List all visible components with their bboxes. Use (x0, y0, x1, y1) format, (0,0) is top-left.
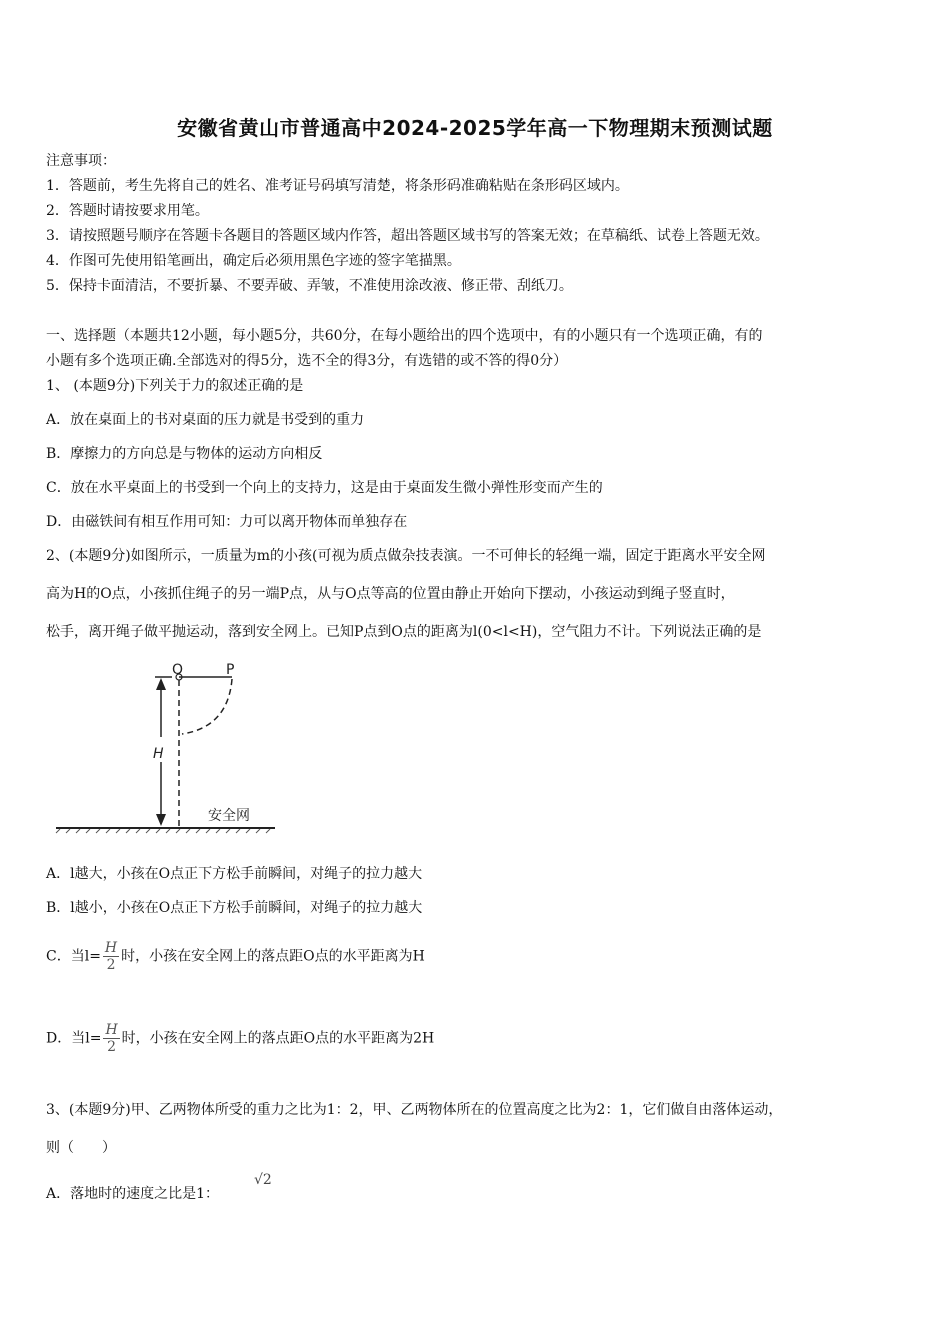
p-label: P (226, 662, 235, 678)
page-title: 安徽省黄山市普通高中2024-2025学年高一下物理期末预测试题 (177, 116, 773, 140)
notice-heading: 注意事项： (46, 153, 116, 169)
o-label: O (172, 662, 184, 678)
q3-option-a: A．落地时的速度之比是1： (46, 1186, 220, 1202)
q1-stem: 1、 (本题9分)下列关于力的叙述正确的是 (46, 378, 304, 394)
q3-stem: 则（ ） (46, 1140, 116, 1156)
h-arrow-head-down (156, 814, 166, 826)
section-heading-cont: 小题有多个选项正确.全部选对的得5分，选不全的得3分，有选错的或不答的得0分） (46, 353, 568, 369)
q1-option-a: A．放在桌面上的书对桌面的压力就是书受到的重力 (46, 412, 365, 428)
notice-item: 2．答题时请按要求用笔。 (46, 203, 209, 219)
h-label: H (153, 746, 164, 762)
fraction-denominator: 2 (106, 957, 116, 973)
fraction-h-over-2 (103, 940, 119, 973)
section-heading: 一、选择题（本题共12小题，每小题5分，共60分，在每小题给出的四个选项中，有的小题只有一个选项正确，有的 (46, 328, 763, 344)
notice-item: 3．请按照题号顺序在答题卡各题目的答题区域内作答，超出答题区域书写的答案无效；在草稿纸、试卷上答题无效。 (46, 228, 769, 244)
q2-option-c (46, 940, 425, 973)
q2-option-d-prefix: D．当l= (46, 1030, 102, 1047)
q2-option-b: B．l越小，小孩在O点正下方松手前瞬间，对绳子的拉力越大 (46, 900, 423, 916)
q2-option-a: A．l越大，小孩在O点正下方松手前瞬间，对绳子的拉力越大 (46, 866, 423, 882)
q1-option-d: D．由磁铁间有相互作用可知：力可以离开物体而单独存在 (46, 514, 408, 530)
net-label: 安全网 (208, 808, 250, 824)
fraction-denominator: 2 (107, 1039, 116, 1055)
notice-item: 5．保持卡面清洁，不要折暴、不要弄破、弄皱，不准使用涂改液、修正带、刮纸刀。 (46, 278, 573, 294)
q2-option-c-prefix: C．当l= (46, 948, 101, 965)
q1-option-c: C．放在水平桌面上的书受到一个向上的支持力，这是由于桌面发生微小弹性形变而产生的 (46, 480, 603, 496)
q2-stem: 松手，离开绳子做平抛运动，落到安全网上。已知P点到O点的距离为l(0<l<H)，空气阻力不计。下列说法正确的是 (46, 624, 762, 640)
h-arrow-head-up (156, 678, 166, 690)
fraction-numerator: H (105, 1022, 118, 1038)
pendulum-figure (50, 652, 290, 842)
q2-stem: 2、(本题9分)如图所示，一质量为m的小孩(可视为质点做杂技表演。一不可伸长的轻绳一端，固定于距离水平安全网 (46, 548, 766, 564)
q2-option-d-suffix: 时，小孩在安全网上的落点距O点的水平距离为2H (121, 1030, 435, 1047)
q1-option-b: B．摩擦力的方向总是与物体的运动方向相反 (46, 446, 323, 462)
ground-hatching (56, 829, 270, 833)
notice-item: 1．答题前，考生先将自己的姓名、准考证号码填写清楚，将条形码准确粘贴在条形码区域内。 (46, 178, 629, 194)
fraction-numerator: H (104, 940, 118, 956)
swing-arc-dashed (182, 679, 232, 734)
q2-option-c-suffix: 时，小孩在安全网上的落点距O点的水平距离为H (121, 948, 425, 965)
q2-stem: 高为H的O点，小孩抓住绳子的另一端P点，从与O点等高的位置由静止开始向下摆动，小孩运动到绳子竖直时， (46, 586, 735, 602)
notice-item: 4．作图可先使用铅笔画出，确定后必须用黑色字迹的签字笔描黑。 (46, 253, 461, 269)
fraction-h-over-2 (103, 1022, 119, 1055)
q2-option-d (46, 1022, 434, 1055)
q3-stem: 3、(本题9分)甲、乙两物体所受的重力之比为1：2，甲、乙两物体所在的位置高度之比为2：1，它们做自由落体运动， (46, 1102, 783, 1118)
sqrt-two: √2 (254, 1172, 272, 1188)
